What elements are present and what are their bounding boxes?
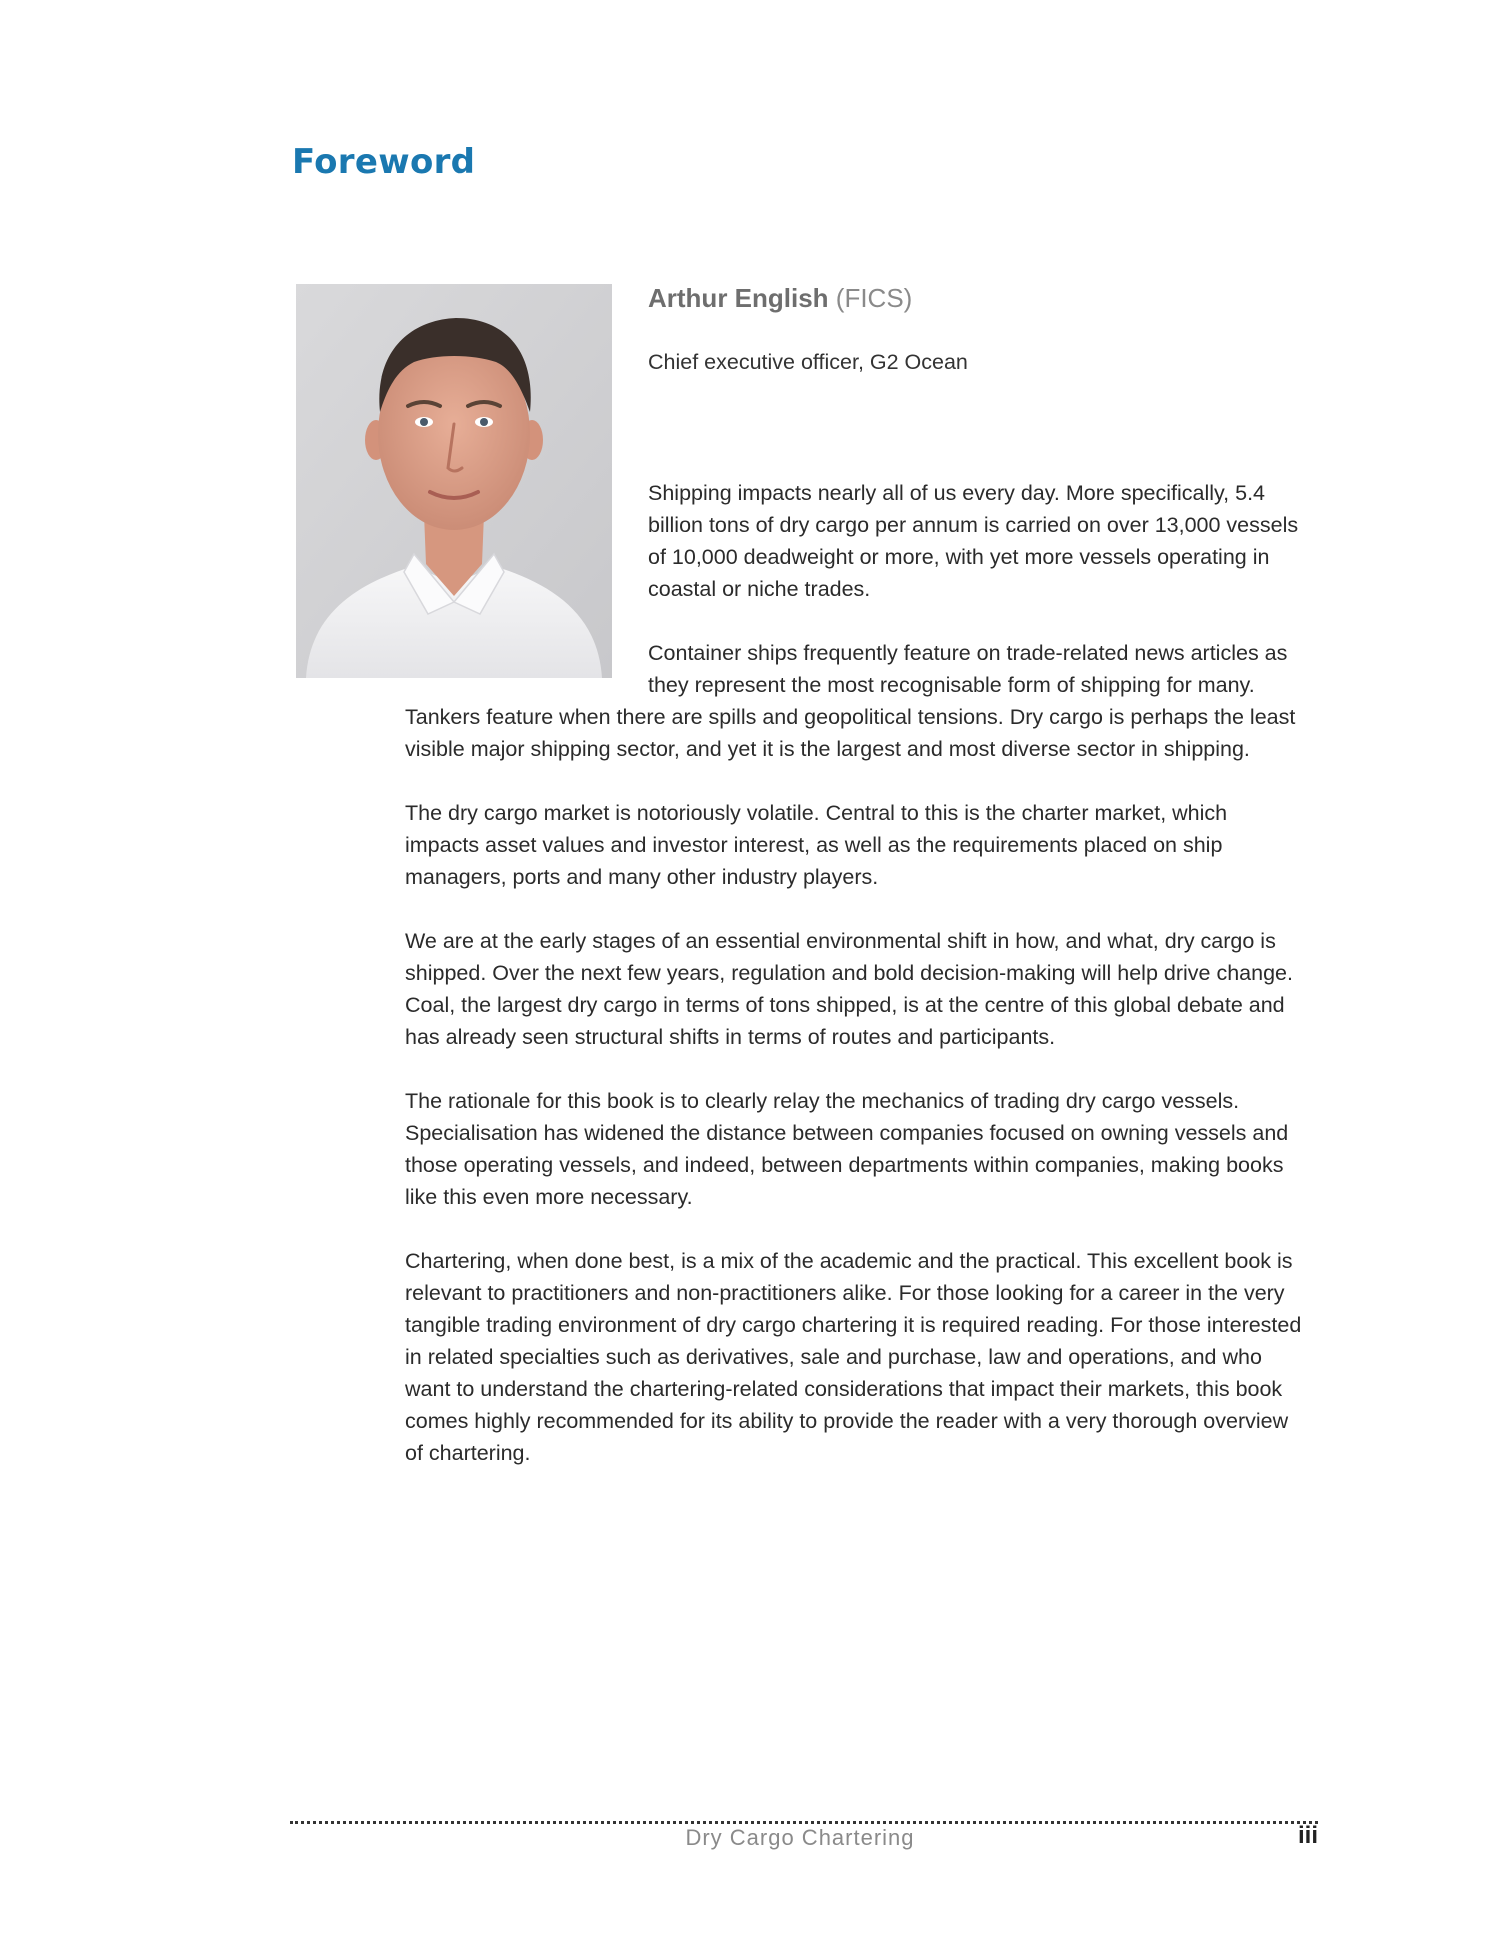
page-title: Foreword: [292, 142, 476, 182]
foreword-body: [405, 477, 1305, 1501]
footer-book-title: Dry Cargo Chartering: [685, 1825, 915, 1850]
author-name: Arthur English: [648, 283, 829, 313]
paragraph: The rationale for this book is to clearly relay the mechanics of trading dry cargo vessels. Specialisation has widened the distance between companies focused on owning vessels and those operating vessels, and indeed, between departments within companies, making books like this even more necessary.: [405, 1089, 1289, 1209]
author-name-line: [648, 283, 912, 314]
paragraph: Container ships frequently feature on trade-related news articles as they represent the most recognisable form of shipping for many. Tankers feature when there are spills and geopolitical tensions. Dry cargo is perhaps the least visible major shipping sector, and yet it is the largest and most diverse sector in shipping.: [405, 641, 1296, 761]
paragraph: Chartering, when done best, is a mix of the academic and the practical. This excellent book is relevant to practitioners and non-practitioners alike. For those looking for a career in the very tangible trading environment of dry cargo chartering it is required reading. For those interested in related specialties such as derivatives, sale and purchase, law and operations, and who want to understand the chartering-related considerations that impact their markets, this book comes highly recommended for its ability to provide the reader with a very thorough overview of chartering.: [405, 1249, 1302, 1465]
paragraph: The dry cargo market is notoriously volatile. Central to this is the charter market, which impacts asset values and investor interest, as well as the requirements placed on ship managers, ports and many other industry players.: [405, 801, 1228, 889]
footer-divider: [290, 1821, 1318, 1824]
paragraph: Shipping impacts nearly all of us every day. More specifically, 5.4 billion tons of dry cargo per annum is carried on over 13,000 vessels of 10,000 deadweight or more, with yet more vessels operating in coastal or niche trades.: [648, 481, 1299, 601]
page-number: iii: [1297, 1822, 1318, 1849]
author-role: Chief executive officer, G2 Ocean: [648, 350, 968, 374]
paragraph: We are at the early stages of an essential environmental shift in how, and what, dry cargo is shipped. Over the next few years, regulation and bold decision-making will help drive change. Coal, the largest dry cargo in terms of tons shipped, is at the centre of this global debate and has already seen structural shifts in terms of routes and participants.: [405, 929, 1293, 1049]
photo-wrap-spacer: [405, 477, 648, 679]
author-credential: (FICS): [835, 283, 913, 313]
